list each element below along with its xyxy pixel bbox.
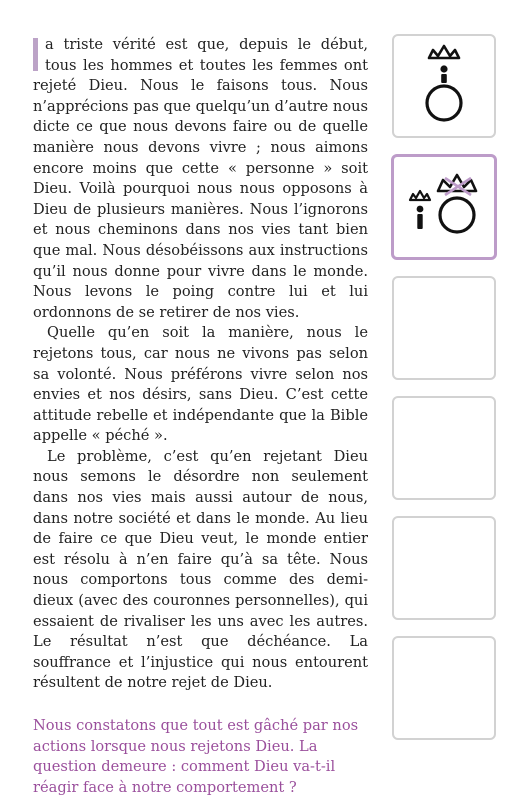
panel-5 (392, 516, 496, 620)
illustration-strip (392, 34, 496, 756)
closing-question: Nous constatons que tout est gâché par nos actions lorsque nous rejetons Dieu. La question demeure : comment Dieu va-t-il réagir face à notre comportement ? (33, 717, 359, 796)
panel-6 (392, 636, 496, 740)
person-with-crown-beside-crossed-crown-circle-icon (394, 157, 494, 257)
drop-cap-bar (33, 38, 38, 71)
panel-1 (392, 34, 496, 138)
panel-3 (392, 276, 496, 380)
paragraph-3: Le problème, c’est qu’en rejetant Dieu nous semons le désordre non seulement dans nos vies mais aussi autour de nous, dans notre société et dans le monde. Au lieu de faire ce que Dieu veut, le monde entier est résolu à n’en faire qu’à sa tête. Nous nous comportons tous comme des demi-dieux (avec des couronnes personnelles), qui essaient de rivaliser les uns avec les autres. Le résultat n’est que déchéance. La souffrance et l’injustice qui nous entourent résultent de notre rejet de Dieu. (33, 447, 368, 692)
paragraph-1-text: a triste vérité est que, depuis le début, tous les hommes et toutes les femmes ont rejeté Dieu. Nous le faisons tous. Nous n’apprécions pas que quelqu’un d’autre nous dicte ce que nous devons faire ou de quelle manière nous devons vivre ; nous aimons encore moins que cette « personne » soit Dieu. Voilà pourquoi nous nous opposons à Dieu de plusieurs manières. Nous l’ignorons et nous cheminons dans nos vies tant bien que mal. Nous désobéissons aux instructions qu’il nous donne pour vivre dans le monde. Nous levons le poing contre lui et lui ordonnons de se retirer de nos vies. (33, 36, 368, 321)
panel-4 (392, 396, 496, 500)
paragraph-1 (33, 35, 368, 323)
panel-2 (391, 154, 497, 260)
crown-over-person-over-circle-icon (394, 36, 494, 136)
main-text (33, 35, 368, 798)
paragraph-2: Quelle qu’en soit la manière, nous le rejetons tous, car nous ne vivons pas selon sa volonté. Nous préférons vivre selon nos envies et nos désirs, sans Dieu. C’est cette attitude rebelle et indépendante que la Bible appelle « péché ». (33, 324, 368, 445)
